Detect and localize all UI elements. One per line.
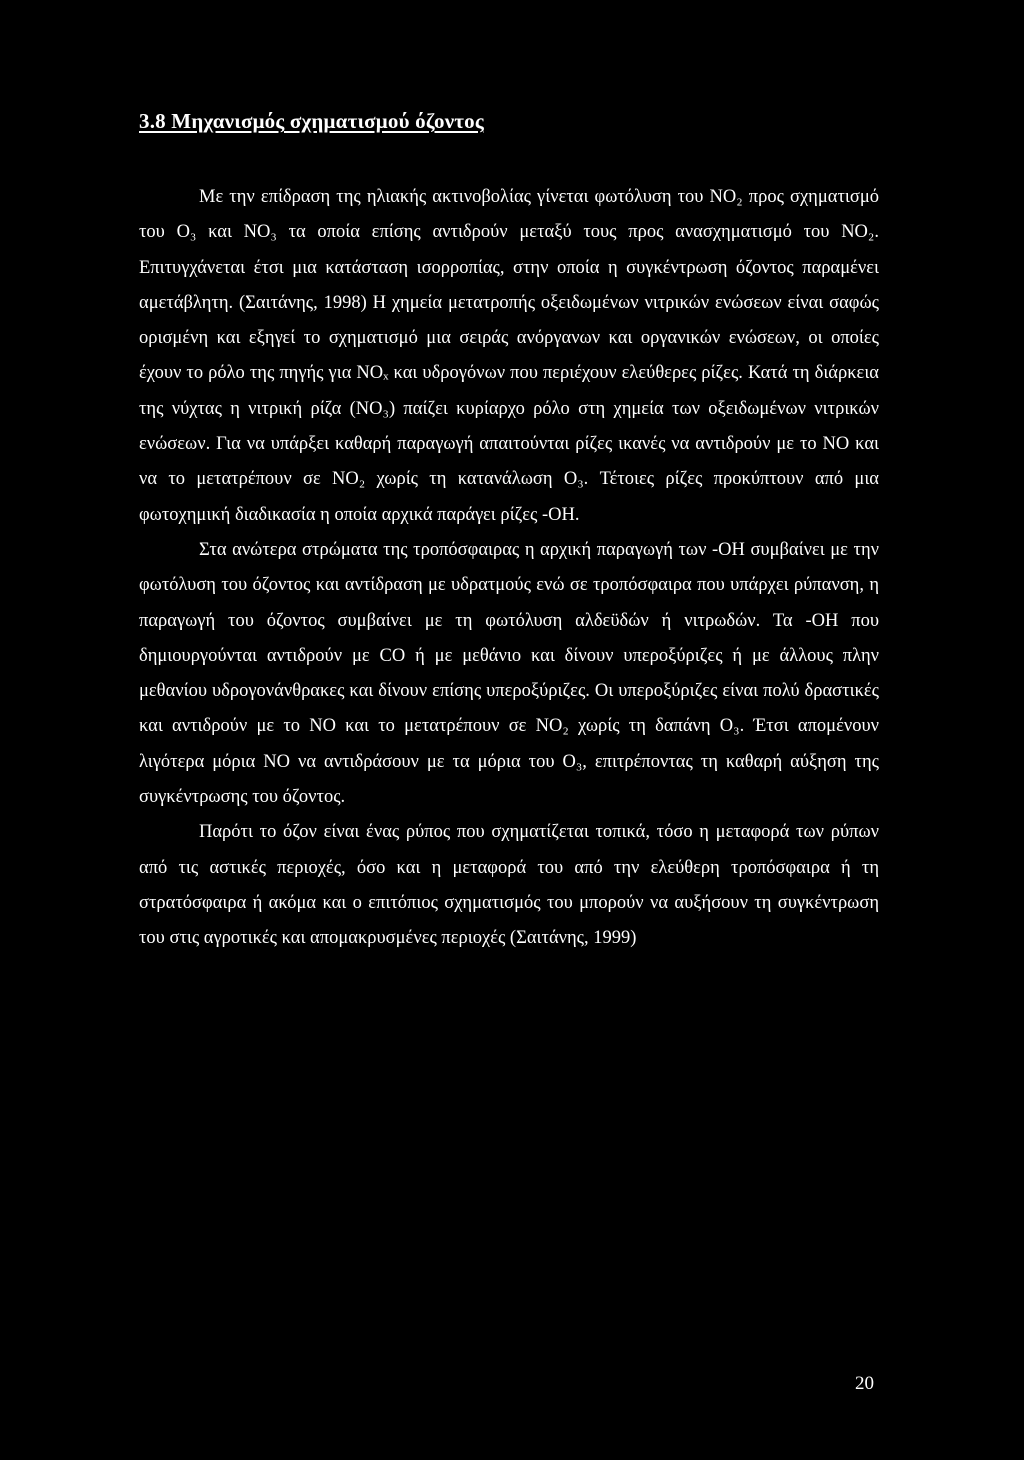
page-number: 20 [855,1373,874,1394]
body-text [139,180,879,957]
paragraph-3: Παρότι το όζον είναι ένας ρύπος που σχηματίζεται τοπικά, τόσο η μεταφορά των ρύπων από τις αστικές περιοχές, όσο και η μεταφορά του από την ελεύθερη τροπόσφαιρα ή τη στρατόσφαιρα ή ακόμα και ο επιτόπιος σχηματισμός του μπορούν να αυξήσουν τη συγκέντρωση του στις αγροτικές και απομακρυσμένες περιοχές (Σαιτάνης, 1999) [139,822,879,949]
section-heading: 3.8 Μηχανισμός σχηματισμού όζοντος [139,109,484,133]
paragraph-1: Με την επίδραση της ηλιακής ακτινοβολίας γίνεται φωτόλυση του NO₂ προς σχηματισμό του O₃ και NO₃ τα οποία επίσης αντιδρούν μεταξύ τους προς ανασχηματισμό του NO₂. Επιτυγχάνεται έτσι μια κατάσταση ισορροπίας, στην οποία η συγκέντρωση όζοντος παραμένει αμετάβλητη. (Σαιτάνης, 1998) Η χημεία μετατροπής οξειδωμένων νιτρικών ενώσεων είναι σαφώς ορισμένη και εξηγεί το σχηματισμό μια σειράς ανόργανων και οργανικών ενώσεων, οι οποίες έχουν το ρόλο της πηγής για NOₓ και υδρογόνων που περιέχουν ελεύθερες ρίζες. Κατά τη διάρκεια της νύχτας η νιτρική ρίζα (NO₃) παίζει κυρίαρχο ρόλο στη χημεία των οξειδωμένων νιτρικών ενώσεων. Για να υπάρξει καθαρή παραγωγή απαιτούνται ρίζες ικανές να αντιδρούν με το NO και να το μετατρέπουν σε NO₂ χωρίς τη κατανάλωση O₃. Τέτοιες ρίζες προκύπτουν από μια φωτοχημική διαδικασία η οποία αρχικά παράγει ρίζες -OH. [139,187,879,525]
paragraph-2: Στα ανώτερα στρώματα της τροπόσφαιρας η αρχική παραγωγή των -OH συμβαίνει με την φωτόλυση του όζοντος και αντίδραση με υδρατμούς ενώ σε τροπόσφαιρα που υπάρχει ρύπανση, η παραγωγή του όζοντος συμβαίνει με τη φωτόλυση αλδεϋδών ή νιτρωδών. Τα -OH που δημιουργούνται αντιδρούν με CO ή με μεθάνιο και δίνουν υπεροξύριζες ή με άλλους πλην μεθανίου υδρογονάνθρακες και δίνουν επίσης υπεροξύριζες. Οι υπεροξύριζες είναι πολύ δραστικές και αντιδρούν με το NO και το μετατρέπουν σε NO₂ χωρίς τη δαπάνη O₃. Έτσι απομένουν λιγότερα μόρια NO να αντιδράσουν με τα μόρια του O₃, επιτρέποντας τη καθαρή αύξηση της συγκέντρωσης του όζοντος. [139,539,879,808]
